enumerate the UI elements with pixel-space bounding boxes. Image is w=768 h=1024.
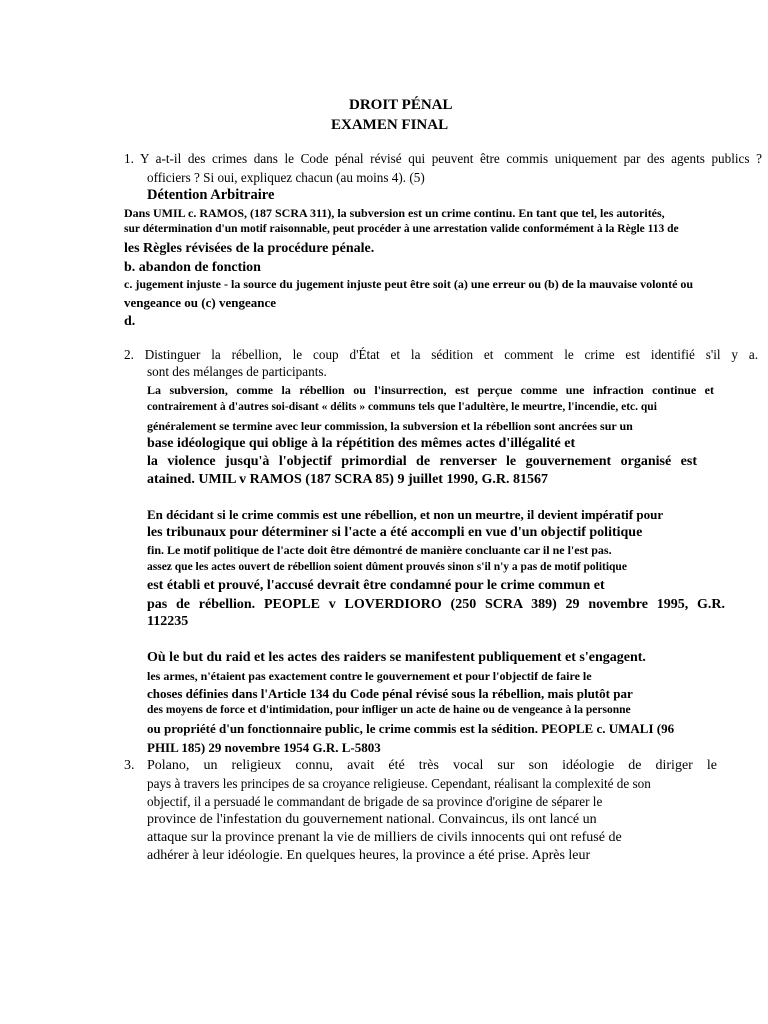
- q2-p2-line-6: pas de rébellion. PEOPLE v LOVERDIORO (250 SCRA 389) 29 novembre 1995, G.R.: [147, 597, 725, 612]
- q2-p3-line-2: les armes, n'étaient pas exactement contre le gouvernement et pour l'objectif de faire le: [147, 669, 592, 683]
- q2-p3-line-1: Où le but du raid et les actes des raiders se manifestent publiquement et s'engagent.: [147, 650, 646, 665]
- q2-p2-line-4: assez que les actes ouvert de rébellion soient dûment prouvés sinon s'il n'y a pas de motif politique: [147, 561, 627, 573]
- q1-answer-c-line-2: vengeance ou (c) vengeance: [124, 295, 276, 310]
- q2-p3-line-4: des moyens de force et d'intimidation, pour infliger un acte de haine ou de vengeance à la personne: [147, 704, 631, 716]
- q2-line-2: sont des mélanges de participants.: [147, 364, 327, 379]
- q3-line-6: adhérer à leur idéologie. En quelques heures, la province a été prise. Après leur: [147, 848, 591, 863]
- q1-heading-abandon: b. abandon de fonction: [124, 260, 261, 275]
- q2-p2-line-2: les tribunaux pour déterminer si l'acte a été accompli en vue d'un objectif politique: [147, 525, 643, 540]
- q3-line-2: pays à travers les principes de sa croyance religieuse. Cependant, réalisant la complexité de son: [147, 776, 651, 791]
- q1-answer-a-line-1: Dans UMIL c. RAMOS, (187 SCRA 311), la subversion est un crime continu. En tant que tel, les autorités,: [124, 206, 665, 220]
- q1-heading-detention: Détention Arbitraire: [147, 187, 275, 203]
- q2-p1-line-6: atained. UMIL v RAMOS (187 SCRA 85) 9 juillet 1990, G.R. 81567: [147, 472, 548, 487]
- q2-line-1: 2. Distinguer la rébellion, le coup d'État et la sédition et comment le crime est identifié s'il y a.: [124, 347, 758, 362]
- q1-answer-c-line-1: c. jugement injuste - la source du jugement injuste peut être soit (a) une erreur ou (b) de la mauvaise volonté ou: [124, 277, 694, 291]
- q2-p3-line-3: choses définies dans l'Article 134 du Code pénal révisé sous la rébellion, mais plutôt par: [147, 686, 633, 701]
- q3-line-1: Polano, un religieux connu, avait été très vocal sur son idéologie de diriger le: [147, 758, 717, 773]
- q2-p2-line-1: En décidant si le crime commis est une rébellion, et non un meurtre, il devient impératif pour: [147, 507, 664, 522]
- q2-p2-line-7: 112235: [147, 614, 189, 629]
- q2-p2-line-5: est établi et prouvé, l'accusé devrait être condamné pour le crime commun et: [147, 578, 605, 593]
- q2-p1-line-1: La subversion, comme la rébellion ou l'insurrection, est perçue comme une infraction continue et: [147, 383, 714, 397]
- q2-p3-line-5: ou propriété d'un fonctionnaire public, le crime commis est la sédition. PEOPLE c. UMALI (96: [147, 721, 675, 736]
- q1-answer-a-line-2: sur détermination d'un motif raisonnable, peut procéder à une arrestation valide conformément à la Règle 113 de: [124, 223, 679, 235]
- q2-p2-line-3: fin. Le motif politique de l'acte doit être démontré de manière concluante car il ne l'est pas.: [147, 543, 612, 557]
- q2-p1-line-3: généralement se termine avec leur commission, la subversion et la rébellion sont ancrées sur un: [147, 419, 633, 433]
- q2-p1-line-5: la violence jusqu'à l'objectif primordial de renverser le gouvernement organisé est: [147, 454, 697, 469]
- q3-number: 3.: [124, 758, 135, 773]
- q1-line-2: officiers ? Si oui, expliquez chacun (au moins 4). (5): [147, 170, 425, 185]
- q2-p1-line-2: contrairement à d'autres soi-disant « délits » communs tels que l'adultère, le meurtre, l'incendie, etc. qui: [147, 401, 657, 413]
- q3-line-5: attaque sur la province prenant la vie de milliers de civils innocents qui ont refusé de: [147, 830, 622, 845]
- q2-p3-line-6: PHIL 185) 29 novembre 1954 G.R. L-5803: [147, 740, 381, 755]
- q2-p1-line-4: base idéologique qui oblige à la répétition des mêmes actes d'illégalité et: [147, 436, 576, 451]
- q1-answer-a-line-3: les Règles révisées de la procédure pénale.: [124, 241, 375, 256]
- q3-line-3: objectif, il a persuadé le commandant de brigade de sa province d'origine de séparer le: [147, 794, 603, 809]
- q3-line-4: province de l'infestation du gouvernement national. Convaincus, ils ont lancé un: [147, 812, 597, 827]
- q1-line-1: 1. Y a-t-il des crimes dans le Code pénal révisé qui peuvent être commis uniquement par des agents publics ?: [124, 151, 762, 166]
- q1-answer-d: d.: [124, 314, 136, 329]
- title-examen-final: EXAMEN FINAL: [331, 117, 449, 133]
- title-droit-penal: DROIT PÉNAL: [349, 97, 453, 113]
